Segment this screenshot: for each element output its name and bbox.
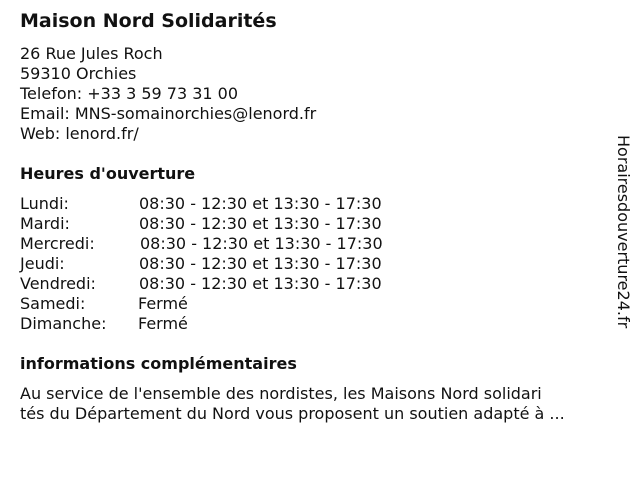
time-value: 08:30 - 12:30 et 13:30 - 17:30 <box>139 274 382 293</box>
street-address: 26 Rue Jules Roch <box>20 44 163 63</box>
site-brand-vertical: Horairesdouverture24.fr <box>614 135 633 329</box>
hours-heading: Heures d'ouverture <box>20 164 196 183</box>
phone-number: Telefon: +33 3 59 73 31 00 <box>20 84 239 103</box>
day-label: Dimanche: <box>20 314 107 333</box>
time-value: Fermé <box>138 314 188 333</box>
email-address: Email: MNS-somainorchies@lenord.fr <box>20 104 317 123</box>
time-value: 08:30 - 12:30 et 13:30 - 17:30 <box>139 214 382 233</box>
time-value: 08:30 - 12:30 et 13:30 - 17:30 <box>139 194 382 213</box>
website: Web: lenord.fr/ <box>20 124 139 143</box>
day-label: Vendredi: <box>20 274 96 293</box>
city-postcode: 59310 Orchies <box>20 64 137 83</box>
day-label: Mardi: <box>20 214 70 233</box>
info-line: tés du Département du Nord vous proposent un soutien adapté à ... <box>20 404 565 423</box>
day-label: Mercredi: <box>20 234 95 253</box>
time-value: 08:30 - 12:30 et 13:30 - 17:30 <box>140 234 383 253</box>
business-name: Maison Nord Solidarités <box>20 10 277 32</box>
time-value: Fermé <box>138 294 188 313</box>
day-label: Jeudi: <box>20 254 65 273</box>
day-label: Lundi: <box>20 194 69 213</box>
info-line: Au service de l'ensemble des nordistes, les Maisons Nord solidari <box>20 384 542 403</box>
info-description <box>20 384 620 424</box>
info-heading: informations complémentaires <box>20 354 297 373</box>
address-block <box>20 44 316 144</box>
time-value: 08:30 - 12:30 et 13:30 - 17:30 <box>139 254 382 273</box>
day-label: Samedi: <box>20 294 86 313</box>
